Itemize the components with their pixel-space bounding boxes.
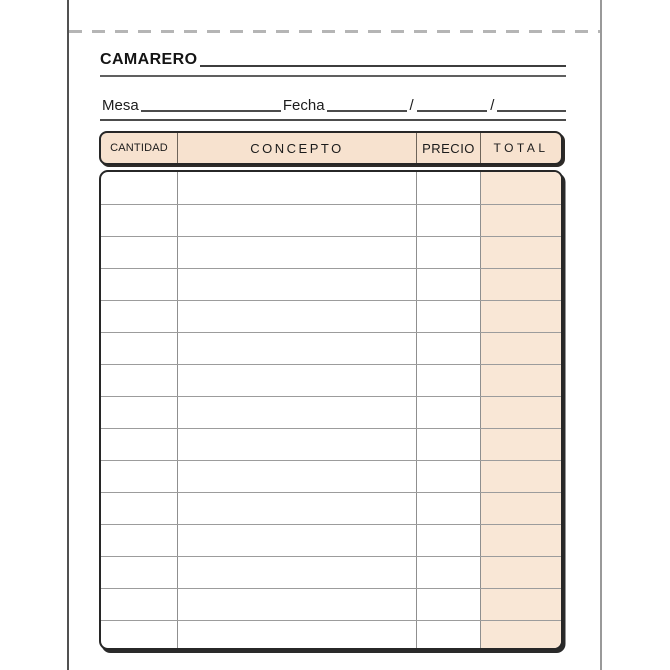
table-row [101, 428, 561, 460]
concepto-cell [177, 365, 416, 396]
table-row [101, 620, 561, 650]
concepto-cell [177, 429, 416, 460]
concepto-cell [177, 301, 416, 332]
concepto-cell [177, 589, 416, 620]
cantidad-cell [101, 557, 177, 588]
concepto-cell [177, 557, 416, 588]
concepto-cell [177, 397, 416, 428]
concepto-cell [177, 525, 416, 556]
concepto-cell [177, 333, 416, 364]
total-cell [480, 205, 561, 236]
cantidad-cell [101, 333, 177, 364]
cantidad-cell [101, 589, 177, 620]
column-header-precio: PRECIO [416, 133, 480, 163]
column-header-cantidad: CANTIDAD [110, 142, 168, 154]
cantidad-cell [101, 365, 177, 396]
table-row [101, 332, 561, 364]
concepto-cell [177, 237, 416, 268]
cantidad-cell [101, 621, 177, 650]
precio-cell [416, 621, 480, 650]
total-cell [480, 525, 561, 556]
table-and-date-fields [100, 98, 566, 113]
table-row [101, 172, 561, 204]
cantidad-cell [101, 205, 177, 236]
table-row [101, 364, 561, 396]
table-date-rule [100, 119, 566, 121]
precio-cell [416, 493, 480, 524]
column-header-concepto: CONCEPTO [177, 133, 416, 163]
concepto-cell [177, 269, 416, 300]
cantidad-cell [101, 429, 177, 460]
precio-cell [416, 429, 480, 460]
table-row [101, 492, 561, 524]
cantidad-cell [101, 269, 177, 300]
precio-cell [416, 589, 480, 620]
cantidad-cell [101, 397, 177, 428]
order-table-body [99, 170, 563, 650]
total-cell [480, 269, 561, 300]
precio-cell [416, 461, 480, 492]
cantidad-cell [101, 172, 177, 204]
order-table-header [99, 131, 563, 165]
precio-cell [416, 269, 480, 300]
perforation-tear-line [69, 30, 600, 33]
cantidad-cell [101, 237, 177, 268]
table-label: Mesa [102, 97, 139, 114]
total-cell [480, 589, 561, 620]
date-day-blank-line [327, 110, 407, 112]
table-row [101, 204, 561, 236]
total-cell [480, 397, 561, 428]
precio-cell [416, 301, 480, 332]
table-row [101, 588, 561, 620]
table-row [101, 300, 561, 332]
waiter-blank-line [200, 65, 566, 67]
precio-cell [416, 237, 480, 268]
total-cell [480, 365, 561, 396]
total-cell [480, 333, 561, 364]
date-separator: / [490, 97, 495, 114]
cantidad-cell [101, 301, 177, 332]
table-row [101, 268, 561, 300]
table-row [101, 460, 561, 492]
precio-cell [416, 172, 480, 204]
date-separator: / [409, 97, 414, 114]
concepto-cell [177, 621, 416, 650]
total-cell [480, 493, 561, 524]
cantidad-cell [101, 493, 177, 524]
concepto-cell [177, 205, 416, 236]
total-cell [480, 429, 561, 460]
order-pad-sheet [67, 0, 602, 670]
table-blank-line [141, 110, 281, 112]
concepto-cell [177, 461, 416, 492]
precio-cell [416, 365, 480, 396]
precio-cell [416, 333, 480, 364]
table-row [101, 556, 561, 588]
total-cell [480, 621, 561, 650]
date-label: Fecha [282, 97, 325, 114]
table-row [101, 524, 561, 556]
concepto-cell [177, 172, 416, 204]
table-row [101, 396, 561, 428]
waiter-double-rule [100, 75, 566, 77]
total-cell [480, 557, 561, 588]
cantidad-cell [101, 461, 177, 492]
concepto-cell [177, 493, 416, 524]
total-cell [480, 172, 561, 204]
table-row [101, 236, 561, 268]
waiter-field [100, 52, 566, 68]
date-year-blank-line [497, 110, 566, 112]
date-month-blank-line [417, 110, 488, 112]
precio-cell [416, 525, 480, 556]
precio-cell [416, 205, 480, 236]
total-cell [480, 461, 561, 492]
cantidad-cell [101, 525, 177, 556]
total-cell [480, 237, 561, 268]
precio-cell [416, 557, 480, 588]
precio-cell [416, 397, 480, 428]
column-header-total: TOTAL [480, 133, 561, 163]
waiter-label: CAMARERO [100, 51, 198, 68]
total-cell [480, 301, 561, 332]
